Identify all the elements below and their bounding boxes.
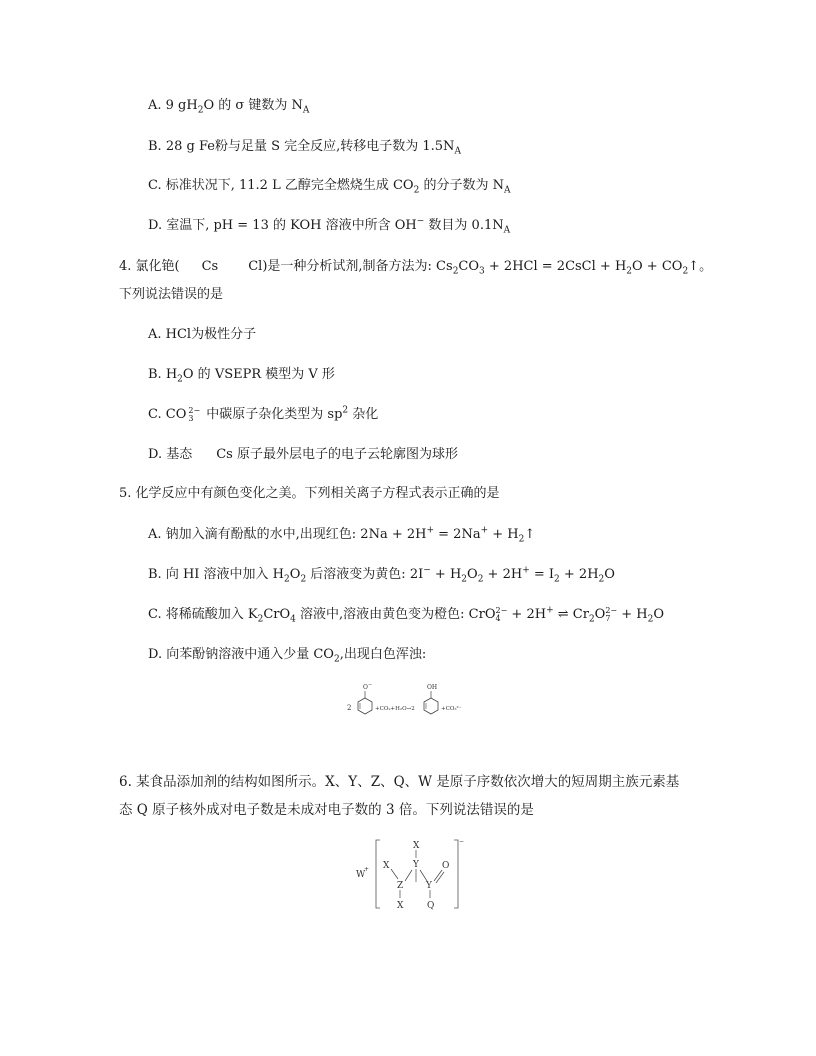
q4-option-c bbox=[148, 406, 378, 424]
q4-c-sub: 3 bbox=[188, 413, 194, 423]
q5-c-ion2 bbox=[605, 607, 617, 623]
q3-a-sub2: A bbox=[302, 105, 310, 116]
q4-d-text: D. 基态 bbox=[148, 447, 193, 462]
q4-option-a: A. HCl为极性分子 bbox=[148, 327, 257, 342]
q5-c-s13: 2− bbox=[605, 605, 618, 615]
atom-y-right: Y bbox=[426, 881, 432, 891]
q4-c-charge: 2− bbox=[188, 405, 201, 415]
q4-stem-c: CO bbox=[458, 259, 480, 274]
q4-b-sub: 2 bbox=[177, 374, 183, 385]
anion-charge: − bbox=[459, 838, 465, 845]
q5-c-s8: + bbox=[546, 605, 554, 616]
q5-stem: 5. 化学反应中有颜色变化之美。下列相关离子方程式表示正确的是 bbox=[119, 486, 500, 501]
atom-z: Z bbox=[397, 881, 404, 891]
eq-oh: OH bbox=[427, 684, 438, 691]
q3-d-sub: A bbox=[503, 225, 511, 236]
q4-stem-line2: 下列说法错误的是 bbox=[119, 287, 224, 302]
q5-a-t0: A. 钠加入滴有酚酞的水中,出现红色: 2Na + 2H bbox=[148, 527, 427, 542]
q5-c-t7: + 2H bbox=[507, 607, 547, 622]
q5-d-s1: 2 bbox=[333, 654, 340, 665]
bond-z-y bbox=[405, 870, 412, 881]
q3-c-text2: 的分子数为 N bbox=[419, 178, 504, 193]
q5-b-s11: + bbox=[522, 565, 530, 576]
q5-b-s9: 2 bbox=[477, 574, 484, 585]
q5-b-s7: 2 bbox=[461, 574, 468, 585]
q5-c-s1: 2 bbox=[257, 614, 264, 625]
q5-b-s15: 2 bbox=[598, 574, 605, 585]
q5-c-s5: 4 bbox=[495, 613, 501, 623]
q5-option-a bbox=[148, 526, 535, 544]
q5-a-t2: = 2Na bbox=[434, 527, 481, 542]
q5-c-t14: + H bbox=[617, 607, 648, 622]
atom-q-bottom: Q bbox=[427, 901, 435, 911]
atom-x-left: X bbox=[383, 861, 390, 871]
q5-d-t0: D. 向苯酚钠溶液中通入少量 CO bbox=[148, 647, 334, 662]
q3-a-text2: O 的 σ 键数为 N bbox=[203, 98, 303, 113]
q4-sub4: 2 bbox=[682, 266, 689, 277]
q5-c-s12: 7 bbox=[605, 613, 611, 623]
q5-b-t6: + H bbox=[430, 567, 462, 582]
q4-stem-a: 4. 氯化铯( bbox=[119, 259, 180, 274]
q5-c-ion1 bbox=[496, 607, 508, 623]
q4-c-sup: 2 bbox=[342, 405, 349, 416]
q4-c-text: C. CO bbox=[148, 407, 187, 422]
q5-b-t10: + 2H bbox=[483, 567, 523, 582]
q5-c-t2: CrO bbox=[263, 607, 291, 622]
right-bracket bbox=[454, 840, 458, 908]
q4-sub3: 2 bbox=[626, 266, 633, 277]
atom-o-top: O bbox=[442, 861, 450, 871]
q3-a-text: A. 9 gH bbox=[148, 98, 198, 113]
eq-tail: +CO₃²⁻ bbox=[441, 706, 462, 712]
q4-stem-line1 bbox=[119, 258, 712, 276]
q5-b-t8: O bbox=[467, 567, 478, 582]
q4-sub1: 2 bbox=[452, 266, 459, 277]
left-bracket bbox=[376, 840, 380, 908]
q6-stem-line2: 态 Q 原子核外成对电子数是未成对电子数的 3 倍。下列说法错误的是 bbox=[119, 802, 534, 818]
q5-c-s6: 2− bbox=[495, 605, 508, 615]
q5-b-s3: 2 bbox=[300, 574, 307, 585]
q5-a-t4: + H bbox=[488, 527, 519, 542]
q4-stem-d: + 2HCl = 2CsCl + H bbox=[484, 259, 627, 274]
q5-option-d bbox=[148, 646, 426, 664]
atom-x-bottom: X bbox=[397, 901, 404, 911]
bond-y-o-1 bbox=[434, 870, 442, 881]
q4-option-b bbox=[148, 366, 335, 384]
q3-b-text: B. 28 g Fe粉与足量 S 完全反应,转移电子数为 1.5N bbox=[148, 139, 455, 154]
q5-a-t6: ↑ bbox=[524, 527, 536, 542]
bond-y-o-2 bbox=[436, 872, 444, 883]
q4-d-text2: Cs 原子最外层电子的电子云轮廓图为球形 bbox=[216, 447, 458, 462]
q5-c-t16: O bbox=[653, 607, 665, 622]
q5-b-t14: + 2H bbox=[559, 567, 599, 582]
q4-c-text3: 杂化 bbox=[348, 407, 379, 422]
eq-coefficient: 2 bbox=[347, 704, 352, 712]
q4-b-text2: O 的 VSEPR 模型为 V 形 bbox=[182, 367, 335, 382]
q5-c-t0: C. 将稀硫酸加入 K bbox=[148, 607, 258, 622]
q4-c-ion bbox=[188, 407, 200, 423]
q3-c-text: C. 标准状况下, 11.2 L 乙醇完全燃烧生成 CO bbox=[148, 178, 414, 193]
q5-b-t4: 后溶液变为黄色: 2I bbox=[306, 567, 424, 582]
q3-option-d bbox=[148, 217, 510, 235]
q5-b-s5: − bbox=[423, 565, 431, 576]
q5-c-t4: 溶液中,溶液由黄色变为橙色: CrO bbox=[295, 607, 496, 622]
q4-b-text: B. H bbox=[148, 367, 178, 382]
q4-stem-e: O + CO bbox=[632, 259, 683, 274]
q5-b-t2: O bbox=[289, 567, 301, 582]
bond-y-y bbox=[420, 870, 427, 881]
q3-option-a bbox=[148, 97, 309, 115]
q5-b-t16: O bbox=[604, 567, 615, 582]
q5-c-t9: ⇌ Cr bbox=[553, 607, 589, 622]
q3-option-b bbox=[148, 138, 461, 156]
q5-b-s13: 2 bbox=[554, 574, 560, 585]
q3-c-sub: 2 bbox=[413, 185, 420, 196]
q5-option-c bbox=[148, 606, 664, 624]
bond-x-z bbox=[391, 869, 398, 879]
q3-a-sub: 2 bbox=[197, 105, 204, 116]
q3-d-text2: 数目为 0.1N bbox=[424, 218, 504, 233]
q5-a-s5: 2 bbox=[518, 534, 525, 545]
atom-y-center: Y bbox=[413, 860, 419, 870]
q5-a-s3: + bbox=[480, 525, 489, 536]
cation-w: W bbox=[356, 870, 366, 880]
q4-c-text2: 中碳原子杂化类型为 sp bbox=[202, 407, 343, 422]
q3-c-sub2: A bbox=[503, 185, 511, 196]
q5-c-s3: 4 bbox=[290, 614, 296, 625]
q5-a-s1: + bbox=[426, 525, 435, 536]
cation-charge: + bbox=[364, 866, 370, 873]
q4-stem-cs: Cs bbox=[201, 259, 219, 274]
q4-stem-f: ↑。 bbox=[688, 259, 713, 274]
q4-option-d bbox=[148, 446, 458, 464]
q4-sub2: 3 bbox=[479, 266, 485, 277]
atom-x-top: X bbox=[413, 841, 420, 851]
q3-d-sup: − bbox=[416, 216, 425, 227]
q3-b-sub: A bbox=[454, 146, 461, 157]
structure-figure bbox=[350, 836, 466, 914]
q5-c-t11: O bbox=[594, 607, 606, 622]
q5-b-t12: = I bbox=[529, 567, 555, 582]
q5-option-b bbox=[148, 566, 615, 584]
q5-c-s10: 2 bbox=[588, 614, 595, 625]
q3-d-text: D. 室温下, pH = 13 的 KOH 溶液中所含 OH bbox=[148, 218, 417, 233]
q5-c-s15: 2 bbox=[647, 614, 654, 625]
eq-middle: +CO₂+H₂O→2 bbox=[375, 706, 415, 712]
q5-b-s1: 2 bbox=[284, 574, 290, 585]
q3-option-c bbox=[148, 177, 510, 195]
q6-stem-line1: 6. 某食品添加剂的结构如图所示。X、Y、Z、Q、W 是原子序数依次增大的短周期主族元素基 bbox=[119, 774, 680, 790]
q5-b-t0: B. 向 HI 溶液中加入 H bbox=[148, 567, 285, 582]
q4-stem-b: Cl)是一种分析试剂,制备方法为: Cs bbox=[248, 259, 453, 274]
eq-o-minus: O bbox=[363, 684, 368, 691]
eq-minus: − bbox=[368, 682, 373, 688]
phenol-equation-figure bbox=[345, 680, 475, 722]
q5-d-t2: ,出现白色浑浊: bbox=[339, 647, 427, 662]
